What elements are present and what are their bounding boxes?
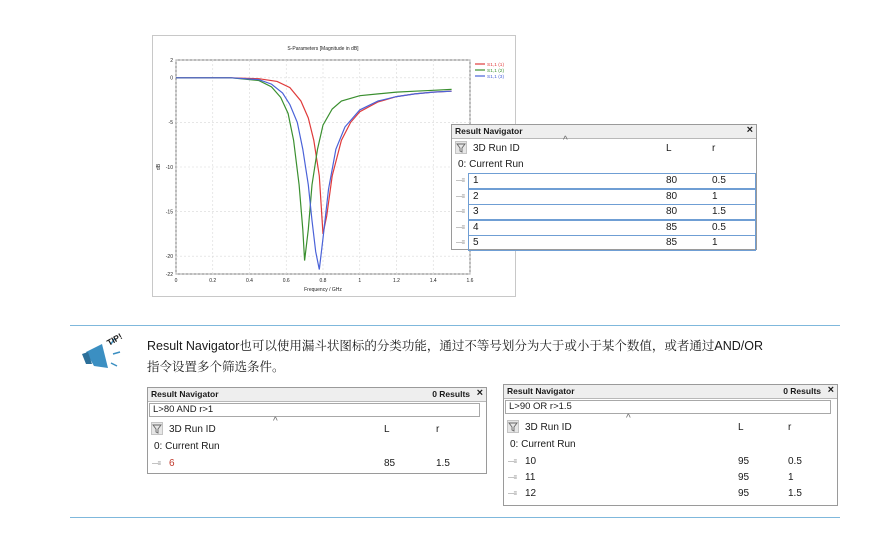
l-value-cell: 95	[738, 456, 750, 467]
y-tick-label: 2	[170, 57, 173, 64]
chart-title: S-Parameters [Magnitude in dB]	[287, 46, 359, 52]
tip-line-1: Result Navigator也可以使用漏斗状图标的分类功能，通过不等号划分为大于或小于某个数值，或者通过AND/OR	[147, 339, 764, 353]
legend-entry-1: S1,1 (1)	[487, 62, 505, 68]
navigator-title-bar	[148, 388, 486, 402]
run-id-cell: 11	[525, 472, 536, 483]
current-run-label: 0: Current Run	[458, 159, 524, 170]
current-run-row[interactable]	[148, 439, 486, 455]
filter-funnel-icon[interactable]	[507, 420, 519, 433]
tip-divider-bottom	[70, 517, 840, 518]
x-tick-label: 0.2	[209, 278, 217, 284]
y-tick-label: 0	[170, 75, 173, 82]
sort-caret-icon[interactable]: ^	[563, 135, 568, 146]
table-row[interactable]	[452, 173, 756, 189]
run-row-icon: —≡	[456, 224, 465, 231]
column-header-l[interactable]: L	[738, 422, 744, 433]
x-tick-label: 1.6	[466, 278, 474, 284]
r-value-cell: 0.5	[712, 175, 726, 186]
run-row-icon: —≡	[508, 459, 517, 465]
run-row-icon: —≡	[152, 461, 161, 467]
r-value-cell: 1	[788, 472, 794, 483]
l-value-cell: 80	[666, 206, 678, 217]
run-id-cell: 4	[473, 221, 479, 233]
filter-input[interactable]: L>90 OR r>1.5	[505, 400, 831, 414]
navigator-title: Result Navigator	[151, 389, 219, 399]
y-axis-label: dB	[156, 163, 162, 171]
filter-funnel-icon[interactable]	[455, 141, 467, 154]
sort-caret-icon[interactable]: ^	[626, 413, 631, 424]
column-header-l[interactable]: L	[666, 143, 672, 154]
y-tick-label: -22	[165, 271, 173, 278]
table-row[interactable]	[504, 486, 837, 502]
column-header-r[interactable]: r	[436, 424, 440, 435]
run-row-icon: —≡	[508, 475, 517, 481]
run-row-icon: —≡	[456, 178, 465, 184]
l-value-cell: 95	[738, 472, 750, 483]
table-row[interactable]	[504, 454, 837, 470]
run-id-cell: 12	[525, 488, 537, 499]
run-row-icon: —≡	[456, 209, 465, 215]
table-row[interactable]	[148, 456, 486, 472]
y-tick-label: -5	[168, 120, 173, 127]
l-value-cell: 85	[384, 458, 396, 469]
y-tick-label: -20	[165, 253, 173, 260]
x-tick-label: 0	[174, 278, 178, 284]
r-value-cell: 1	[712, 237, 718, 248]
r-value-cell: 1.5	[788, 488, 802, 499]
r-value-cell: 1.5	[436, 458, 450, 469]
run-id-cell: 3	[473, 206, 479, 217]
close-icon[interactable]: ×	[746, 124, 753, 136]
navigator-title: Result Navigator	[507, 386, 575, 396]
run-row-icon: —≡	[456, 193, 465, 200]
x-tick-label: 1.4	[429, 278, 437, 284]
r-value-cell: 0.5	[712, 221, 726, 233]
x-tick-label: 0.4	[246, 278, 253, 284]
x-tick-label: 0.6	[282, 278, 290, 284]
navigator-header	[504, 419, 837, 436]
navigator-title-bar	[504, 385, 837, 399]
table-row[interactable]	[452, 235, 756, 251]
result-navigator-or-filter	[503, 384, 838, 506]
run-id-cell: 2	[473, 190, 479, 202]
x-tick-label: 1.2	[393, 278, 400, 284]
table-row[interactable]	[452, 189, 756, 205]
x-axis-label: Frequency / GHz	[304, 287, 342, 293]
close-icon[interactable]: ×	[476, 387, 483, 399]
close-icon[interactable]: ×	[827, 384, 834, 396]
l-value-cell: 80	[666, 190, 678, 202]
current-run-label: 0: Current Run	[510, 439, 576, 450]
y-tick-label: -15	[165, 209, 173, 216]
run-id-cell: 6	[169, 458, 175, 469]
x-tick-label: 1	[358, 278, 362, 284]
l-value-cell: 95	[738, 488, 750, 499]
column-header-run-id[interactable]: 3D Run ID	[169, 424, 216, 435]
legend-entry-2: S1,1 (2)	[487, 68, 505, 74]
column-header-l[interactable]: L	[384, 424, 390, 435]
tip-line-2: 指令设置多个筛选条件。	[147, 360, 285, 374]
tip-divider-top	[70, 325, 840, 326]
l-value-cell: 85	[666, 221, 678, 233]
table-row[interactable]	[504, 470, 837, 486]
column-header-r[interactable]: r	[788, 422, 792, 433]
sort-caret-icon[interactable]: ^	[273, 416, 278, 427]
current-run-label: 0: Current Run	[154, 441, 220, 452]
column-header-run-id[interactable]: 3D Run ID	[473, 143, 520, 154]
current-run-row[interactable]	[504, 437, 837, 453]
run-id-cell: 10	[525, 456, 537, 467]
filter-input[interactable]: L>80 AND r>1	[149, 403, 480, 417]
run-id-cell: 5	[473, 237, 479, 248]
results-count: 0 Results	[432, 389, 470, 399]
result-navigator-and-filter	[147, 387, 487, 474]
table-row[interactable]	[452, 220, 756, 236]
navigator-title: Result Navigator	[455, 126, 523, 136]
tip-text	[147, 336, 847, 378]
r-value-cell: 1.5	[712, 206, 726, 217]
table-row[interactable]	[452, 204, 756, 220]
current-run-row[interactable]	[452, 157, 756, 173]
run-row-icon: —≡	[456, 240, 465, 246]
run-row-icon: —≡	[508, 491, 517, 497]
filter-funnel-icon[interactable]	[151, 422, 163, 435]
column-header-run-id[interactable]: 3D Run ID	[525, 422, 572, 433]
megaphone-icon	[78, 330, 138, 382]
result-navigator-main	[451, 124, 757, 250]
navigator-header	[148, 421, 486, 438]
l-value-cell: 80	[666, 175, 678, 186]
run-id-cell: 1	[473, 175, 479, 186]
r-value-cell: 1	[712, 190, 718, 202]
column-header-r[interactable]: r	[712, 143, 716, 154]
r-value-cell: 0.5	[788, 456, 802, 467]
tip-badge: TIP!	[105, 331, 124, 348]
legend-entry-3: S1,1 (3)	[487, 74, 505, 80]
x-tick-label: 0.8	[319, 278, 327, 284]
l-value-cell: 85	[666, 237, 678, 248]
y-tick-label: -10	[165, 164, 173, 171]
results-count: 0 Results	[783, 386, 821, 396]
navigator-header	[452, 140, 756, 157]
navigator-title-bar	[452, 125, 756, 139]
